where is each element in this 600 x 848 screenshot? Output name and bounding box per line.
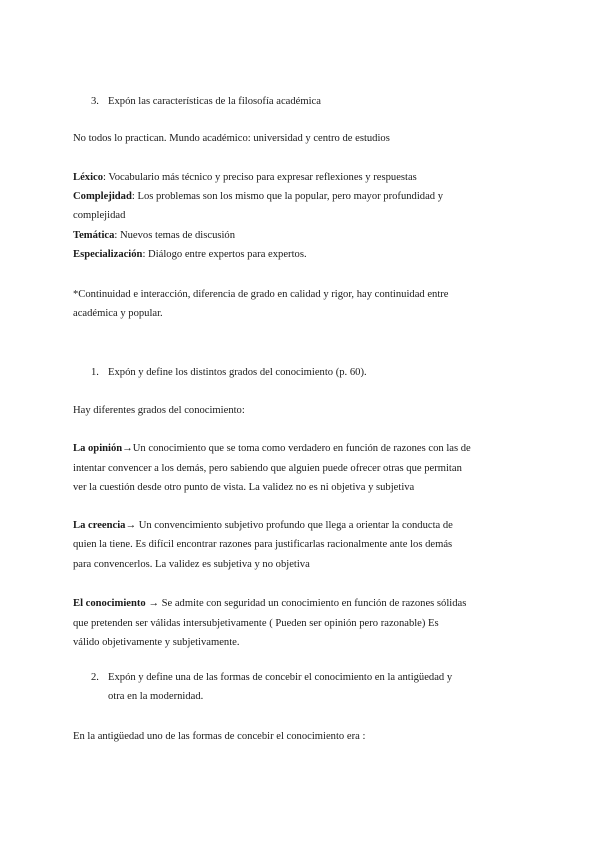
feature-text: : Diálogo entre expertos para expertos. <box>142 249 307 260</box>
intro-paragraph: No todos lo practican. Mundo académico: universidad y centro de estudios <box>73 133 390 144</box>
question-text: Expón y define una de las formas de concebir el conocimiento en la antigüedad y <box>108 672 453 683</box>
opinion-line-1 <box>73 442 471 455</box>
feature-complejidad-cont <box>73 209 125 222</box>
conocimiento-line-2: que pretenden ser válidas intersubjetivamente ( Pueden ser opinión pero razonable) Es <box>73 618 439 629</box>
conocimiento-line-1 <box>73 597 466 610</box>
question-number: 2. <box>91 672 99 683</box>
feature-complejidad <box>73 190 443 203</box>
creencia-line-2: quien la tiene. Es difícil encontrar razones para justificarlas racionalmente ante los demás <box>73 539 453 550</box>
note-line-2: académica y popular. <box>73 308 163 319</box>
feature-term: Especialización <box>73 249 143 260</box>
feature-text: : Los problemas son los mismo que la popular, pero mayor profundidad y <box>131 191 444 202</box>
question-text: Expón y define los distintos grados del conocimiento (p. 60). <box>108 367 367 378</box>
question-3 <box>91 95 321 108</box>
conocimiento-term: El conocimiento <box>73 598 146 609</box>
arrow-icon: → <box>122 443 133 454</box>
arrow-icon: → <box>125 520 137 531</box>
feature-text: complejidad <box>73 210 126 221</box>
question-number: 3. <box>91 96 99 107</box>
conocimiento-text: Se admite con seguridad un conocimiento en función de razones sólidas <box>158 598 467 609</box>
feature-text: : Nuevos temas de discusión <box>114 230 236 241</box>
note-line-1: *Continuidad e interacción, diferencia de grado en calidad y rigor, hay continuidad entre <box>73 289 449 300</box>
feature-term: Complejidad <box>73 191 132 202</box>
conocimiento-line-3: válido objetivamente y subjetivamente. <box>73 637 240 648</box>
opinion-term: La opinión <box>73 443 123 454</box>
question-2 <box>91 671 452 684</box>
question-text: Expón las características de la filosofía académica <box>108 96 321 107</box>
feature-especializacion <box>73 248 307 261</box>
creencia-line-3: para convencerlos. La validez es subjetiva y no objetiva <box>73 559 310 570</box>
antiguedad-paragraph: En la antigüedad uno de las formas de concebir el conocimiento era : <box>73 731 366 742</box>
arrow-icon: → <box>145 598 159 609</box>
feature-lexico <box>73 171 417 184</box>
creencia-text: Un convencimiento subjetivo profundo que llega a orientar la conducta de <box>136 520 453 531</box>
feature-tematica <box>73 229 235 242</box>
grades-intro: Hay diferentes grados del conocimiento: <box>73 405 245 416</box>
feature-term: Léxico <box>73 172 104 183</box>
feature-term: Temática <box>73 230 115 241</box>
opinion-line-2: intentar convencer a los demás, pero sabiendo que alguien puede ofrecer otras que permitan <box>73 463 462 474</box>
question-1 <box>91 366 367 379</box>
question-2-line-2: otra en la modernidad. <box>108 691 204 702</box>
opinion-text: Un conocimiento que se toma como verdadero en función de razones con las de <box>132 443 471 454</box>
creencia-line-1 <box>73 519 453 532</box>
feature-text: : Vocabulario más técnico y preciso para expresar reflexiones y respuestas <box>103 172 417 183</box>
creencia-term: La creencia <box>73 520 126 531</box>
opinion-line-3: ver la cuestión desde otro punto de vista. La validez no es ni objetiva y subjetiva <box>73 482 415 493</box>
question-number: 1. <box>91 367 99 378</box>
